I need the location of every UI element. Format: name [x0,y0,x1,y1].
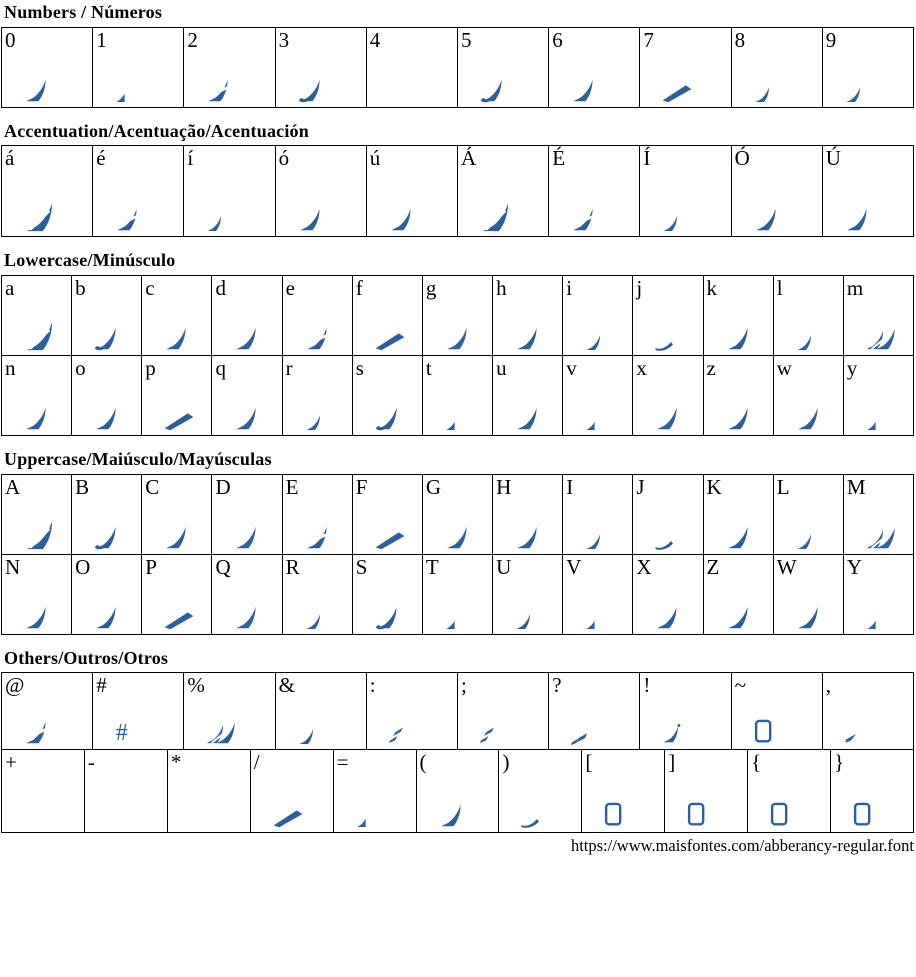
sail-lg-glyph-icon [24,202,54,232]
hook-glyph-icon [375,605,398,630]
colon-glyph-icon [389,724,405,745]
character-label: * [170,750,182,775]
sail-sm-glyph-icon [305,613,321,630]
char-cell [640,673,731,750]
uppercase-row-1 [1,474,914,555]
char-cell [774,555,844,635]
character-label: Í [643,146,651,171]
char-cell [93,28,184,108]
slash-glyph-icon [164,412,194,431]
sail-glyph-icon [94,406,117,431]
character-label: S [355,554,368,579]
char-cell [142,475,212,555]
char-cell [212,475,282,555]
character-label: 7 [643,27,654,52]
hook-glyph-icon [480,78,503,103]
curve-glyph-icon [655,537,675,550]
character-label: - [87,750,95,775]
sail-glyph-icon [726,406,749,431]
char-cell [774,276,844,356]
character-label: d [215,276,226,301]
char-cell [184,673,275,750]
character-label: á [5,146,15,171]
sail-glyph-icon [796,406,819,431]
character-label: ú [369,146,381,171]
notch-glyph-icon [305,326,328,351]
char-cell [367,28,458,108]
sail-sm-glyph-icon [796,533,812,550]
accentuation-glyph-table [1,145,914,237]
character-label: X [636,554,652,579]
char-cell [423,276,493,356]
char-cell [168,750,251,833]
character-label: x [636,356,647,381]
sail-glyph-icon [515,406,538,431]
sail-sm-glyph-icon [796,334,812,351]
character-label: D [215,474,231,499]
curve-glyph-icon [521,815,541,828]
svg-text:#: # [115,720,128,746]
character-label: 9 [825,27,837,52]
character-label: ) [502,750,510,775]
char-cell [367,146,458,237]
slash-glyph-icon [164,611,194,630]
numbers-glyph-table [1,27,914,108]
double-glyph-icon [866,526,896,550]
numbers-row-1 [1,27,914,108]
character-label: v [566,356,577,381]
character-label: L [776,474,790,499]
box-glyph-icon [770,801,789,828]
character-label: = [336,750,349,775]
char-cell [844,356,914,436]
sail-glyph-icon [439,803,462,828]
character-label: í [187,146,194,171]
char-cell [353,555,423,635]
slash-glyph-icon [375,332,405,351]
char-cell [367,673,458,750]
char-cell [276,673,367,750]
char-cell [563,475,633,555]
hook-glyph-icon [94,525,117,550]
lowercase-row-2 [1,356,914,436]
char-cell [493,555,563,635]
lowercase-row-1 [1,275,914,356]
char-cell [549,146,640,237]
tiny-glyph-icon [445,420,456,431]
character-label: c [145,276,155,301]
sail-glyph-icon [796,605,819,630]
char-cell [251,750,334,833]
char-cell [844,555,914,635]
sail-glyph-icon [94,605,117,630]
notch-glyph-icon [305,525,328,550]
char-cell [212,356,282,436]
char-cell [633,356,703,436]
character-label: : [369,673,376,698]
character-label: o [75,356,86,381]
sail-sm-glyph-icon [662,215,678,232]
char-cell [142,276,212,356]
character-label: I [566,474,574,499]
sail-glyph-icon [445,525,468,550]
character-label: 0 [5,27,16,52]
sail-glyph-icon [24,605,47,630]
character-label: G [425,474,442,499]
section-title-accentuation: Accentuation/Acentuação/Acentuación [4,120,309,141]
sail-glyph-icon [24,406,47,431]
char-cell [499,750,582,833]
box-glyph-icon [604,801,623,828]
character-label: , [825,673,832,698]
character-label: e [285,276,295,301]
character-label: O [75,554,91,579]
character-label: q [215,356,226,381]
character-label: J [636,474,645,499]
character-label: ? [552,673,562,698]
character-label: é [96,146,106,171]
character-label: 8 [734,27,746,52]
char-cell [72,475,142,555]
double-glyph-icon [866,327,896,351]
character-label: ] [668,750,676,775]
others-row-2 [1,750,914,833]
char-cell [423,475,493,555]
character-label: A [5,474,21,499]
char-cell [423,356,493,436]
character-label: t [425,356,432,381]
char-cell [2,673,93,750]
character-label: l [776,276,783,301]
char-cell [72,276,142,356]
notch-glyph-icon [24,720,47,745]
sail-lg-glyph-icon [24,520,54,550]
sail-glyph-icon [845,207,868,232]
section-title-uppercase: Uppercase/Maiúsculo/Mayúsculas [4,449,272,470]
comma-glyph-icon [845,733,857,745]
character-label: ó [278,146,290,171]
char-cell [640,146,731,237]
char-cell [563,555,633,635]
hook-glyph-icon [298,78,321,103]
source-url: https://www.maisfontes.com/abberancy-regular.font [570,836,914,856]
char-cell [458,673,549,750]
sail-glyph-icon [164,326,187,351]
character-label: E [285,474,299,499]
slash-glyph-icon [273,809,303,828]
sail-glyph-icon [234,406,257,431]
character-label: w [776,356,792,381]
char-cell [823,673,914,750]
char-cell [458,28,549,108]
character-label: u [496,356,507,381]
char-cell [2,555,72,635]
section-title-numbers: Numbers / Números [4,2,163,22]
char-cell [748,750,831,833]
char-cell [212,276,282,356]
character-label: R [285,554,300,579]
notch-glyph-icon [571,207,594,232]
char-cell [704,555,774,635]
char-cell [212,555,282,635]
tiny-glyph-icon [445,619,456,630]
character-label: a [5,276,15,301]
char-cell [493,475,563,555]
char-cell [633,276,703,356]
sail-sm-glyph-icon [585,334,601,351]
sail-lg-glyph-icon [480,202,510,232]
character-label: M [846,474,866,499]
uppercase-row-2 [1,555,914,635]
sail-glyph-icon [234,605,257,630]
character-label: j [636,276,643,301]
character-label: N [5,554,21,579]
sail-sm-glyph-icon [305,414,321,431]
char-cell [276,146,367,237]
char-cell [633,475,703,555]
sail-glyph-icon [726,326,749,351]
char-cell [732,673,823,750]
character-label: + [5,750,17,775]
character-label: W [776,554,797,579]
character-label: s [355,356,364,381]
character-label: r [285,356,293,381]
char-cell [704,276,774,356]
box-glyph-icon [853,801,872,828]
character-label: Á [460,146,477,171]
character-label: f [355,276,363,301]
char-cell [549,28,640,108]
character-label: ~ [734,673,746,698]
character-label: T [425,554,439,579]
sail-glyph-icon [164,525,187,550]
char-cell [184,146,275,237]
sail-lg-glyph-icon [24,321,54,351]
character-label: m [846,276,864,301]
sail-glyph-icon [571,78,594,103]
character-label: 2 [187,27,198,52]
sail-sm-glyph-icon [585,533,601,550]
section-title-lowercase: Lowercase/Minúsculo [4,250,176,271]
slash-glyph-icon [662,84,692,103]
character-label: p [145,356,156,381]
slash-glyph-icon [375,531,405,550]
character-label: Ú [825,146,841,171]
sail-glyph-icon [234,525,257,550]
sail-sm-glyph-icon [515,613,531,630]
character-label: 6 [552,27,563,52]
char-cell [72,555,142,635]
character-label: z [706,356,716,381]
character-label: K [706,474,722,499]
box-glyph-icon [687,801,706,828]
sail-glyph-icon [515,326,538,351]
char-cell [2,356,72,436]
char-cell [823,146,914,237]
char-cell [283,276,353,356]
notch-glyph-icon [115,207,138,232]
sail-sm-glyph-icon [845,86,861,103]
colon-glyph-icon [480,724,496,745]
char-cell [2,750,85,833]
char-cell [334,750,417,833]
char-cell [493,276,563,356]
lowercase-glyph-table [1,275,914,436]
char-cell [844,475,914,555]
char-cell [72,356,142,436]
character-label: h [496,276,507,301]
character-label: % [187,673,205,698]
sail-glyph-icon [754,207,777,232]
notch-glyph-icon [206,78,229,103]
sail-glyph-icon [24,78,47,103]
character-label: 1 [96,27,107,52]
char-cell [549,673,640,750]
hook-glyph-icon [375,406,398,431]
curve-glyph-icon [655,338,675,351]
char-cell [563,276,633,356]
character-label: F [355,474,368,499]
char-cell [665,750,748,833]
hook-glyph-icon [94,326,117,351]
char-cell [458,146,549,237]
bang-glyph-icon [662,722,681,745]
sail-glyph-icon [389,207,412,232]
char-cell [732,28,823,108]
sail-glyph-icon [726,605,749,630]
char-cell [353,475,423,555]
character-label: 3 [278,27,290,52]
char-cell [640,28,731,108]
tiny-glyph-icon [866,619,877,630]
tiny-glyph-icon [115,92,126,103]
char-cell [2,28,93,108]
char-cell [417,750,500,833]
tiny-glyph-icon [585,420,596,431]
character-label: [ [585,750,593,775]
tiny-glyph-icon [866,420,877,431]
char-cell [563,356,633,436]
accentuation-row-1 [1,145,914,237]
char-cell [831,750,914,833]
char-cell [93,146,184,237]
char-cell [774,356,844,436]
others-row-1 [1,672,914,750]
char-cell [582,750,665,833]
char-cell [142,356,212,436]
character-label: / [253,750,260,775]
sail-glyph-icon [655,605,678,630]
character-label: Q [215,554,231,579]
character-label: g [425,276,437,301]
sail-glyph-icon [234,326,257,351]
character-label: ! [643,673,651,698]
character-label: C [145,474,160,499]
char-cell [142,555,212,635]
sail-glyph-icon [515,525,538,550]
character-label: V [566,554,582,579]
character-label: Z [706,554,720,579]
char-cell [2,276,72,356]
character-label: H [496,474,512,499]
character-label: n [5,356,16,381]
char-cell [2,475,72,555]
char-cell [276,28,367,108]
character-label: } [834,750,845,775]
tiny-glyph-icon [585,619,596,630]
character-label: 5 [460,27,472,52]
char-cell [493,356,563,436]
qmark-glyph-icon [571,732,590,745]
char-cell [93,673,184,750]
uppercase-glyph-table [1,474,914,635]
char-cell [353,276,423,356]
character-label: @ [5,673,25,698]
double-glyph-icon [206,721,236,745]
char-cell [633,555,703,635]
character-label: Y [846,554,863,579]
sail-sm-glyph-icon [754,86,770,103]
character-label: B [75,474,90,499]
box-glyph-icon [754,718,773,745]
character-label: U [496,554,512,579]
char-cell [85,750,168,833]
character-label: Ó [734,146,750,171]
char-cell [353,356,423,436]
character-label: b [75,276,86,301]
character-label: ( [419,750,427,775]
character-label: 4 [369,27,381,52]
character-label: É [552,146,566,171]
char-cell [774,475,844,555]
char-cell [184,28,275,108]
character-label: { [751,750,762,775]
character-label: # [96,673,107,698]
char-cell [283,555,353,635]
char-cell [2,146,93,237]
sail-glyph-icon [445,326,468,351]
character-label: y [846,356,858,381]
sail-glyph-icon [655,406,678,431]
char-cell [823,28,914,108]
sail-sm-glyph-icon [206,215,222,232]
char-cell [732,146,823,237]
tiny-glyph-icon [356,817,367,828]
sail-glyph-icon [298,207,321,232]
others-glyph-table [1,672,914,833]
character-label: k [706,276,718,301]
character-label: i [566,276,573,301]
char-cell [704,475,774,555]
section-title-others: Others/Outros/Otros [4,647,169,668]
char-cell [283,356,353,436]
character-label: ; [460,673,467,698]
char-cell [704,356,774,436]
hash-glyph-icon [115,718,139,745]
char-cell [423,555,493,635]
character-label: & [278,673,295,698]
sail-glyph-icon [726,525,749,550]
font-specimen-page [1,2,915,833]
char-cell [283,475,353,555]
char-cell [844,276,914,356]
sail-sm-glyph-icon [298,728,314,745]
character-label: P [145,554,157,579]
